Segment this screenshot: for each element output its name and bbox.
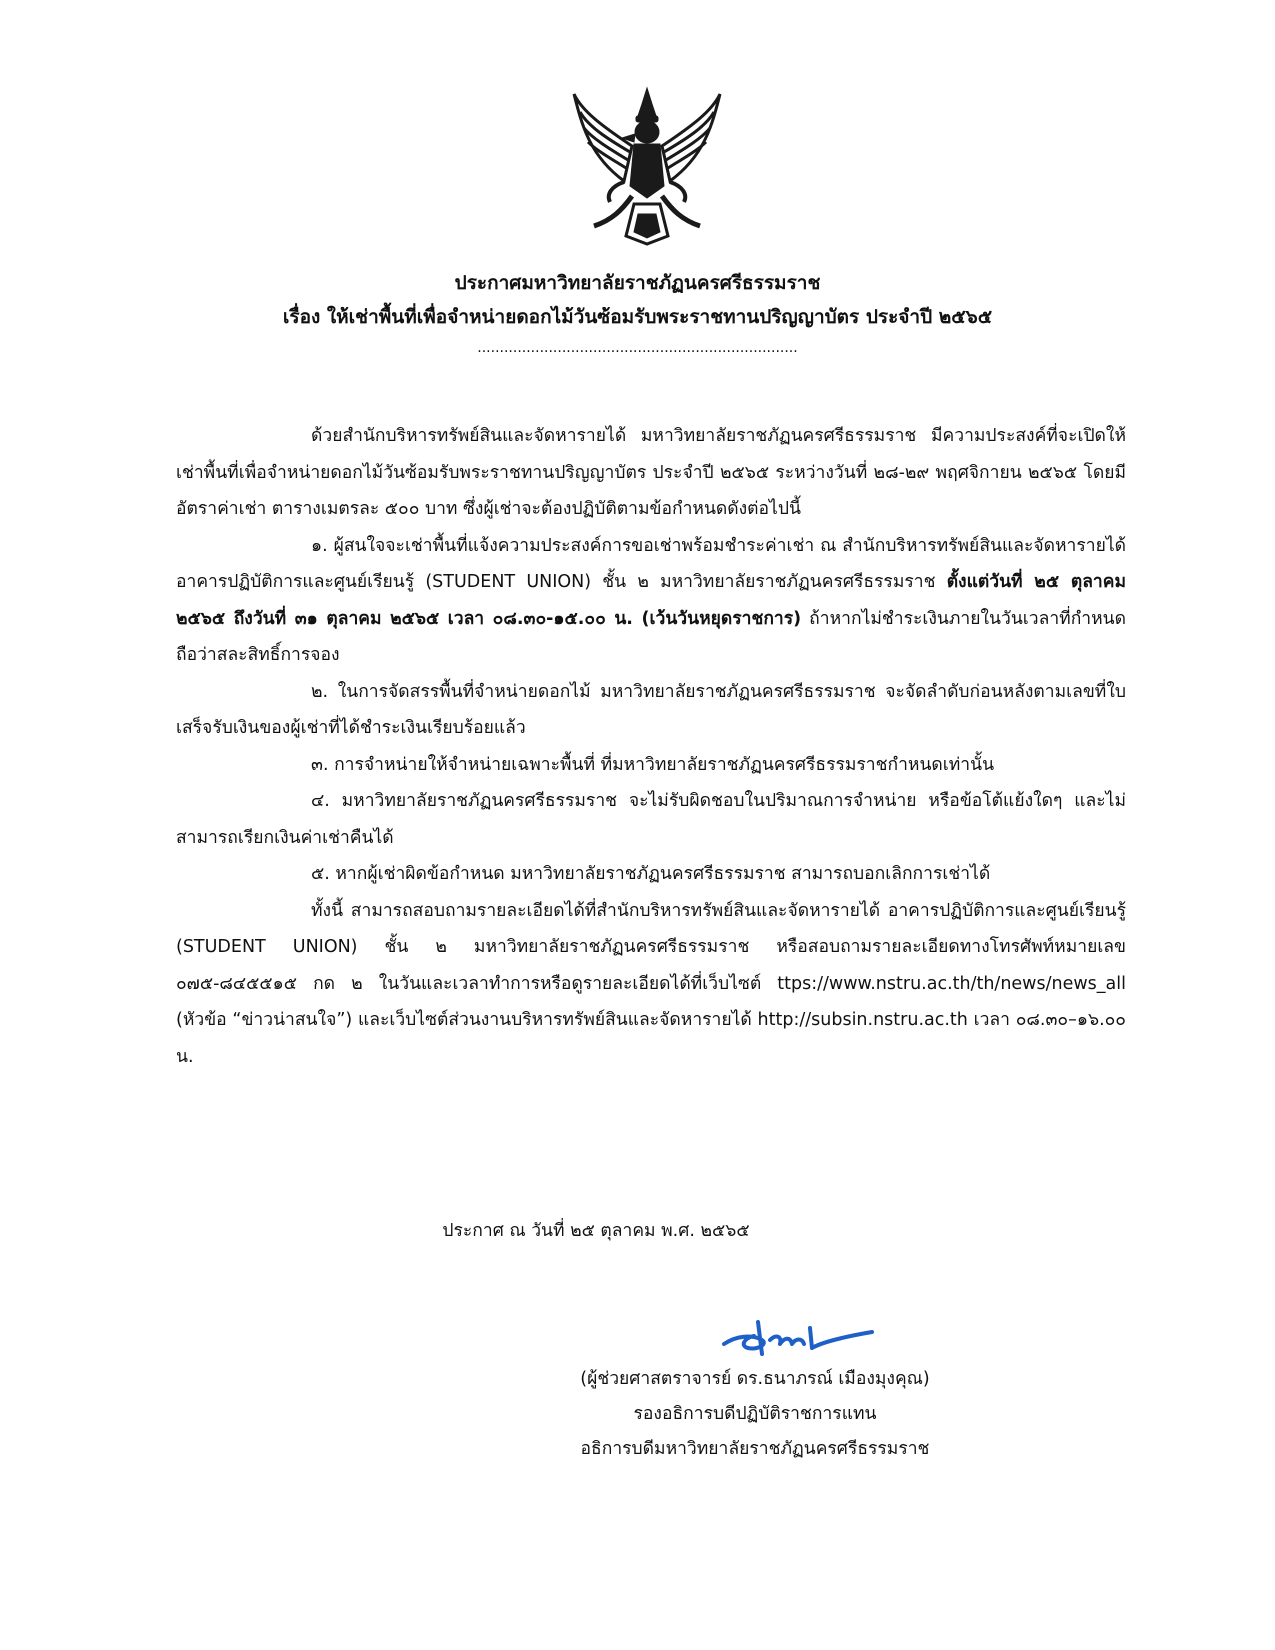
title-separator: ........................................................................ [477, 340, 798, 356]
item-5-paragraph: ๕. หากผู้เช่าผิดข้อกำหนด มหาวิทยาลัยราชภัฏนครศรีธรรมราช สามารถบอกเลิกการเช่าได้ [311, 864, 991, 884]
item-3-paragraph: ๓. การจำหน่ายให้จำหน่ายเฉพาะพื้นที่ ที่มหาวิทยาลัยราชภัฏนครศรีธรรมราชกำหนดเท่านั้น [311, 754, 995, 775]
garuda-emblem-icon [572, 86, 722, 246]
signer-block [540, 1362, 970, 1467]
announcement-date: ประกาศ ณ วันที่ ๒๕ ตุลาคม พ.ศ. ๒๕๖๕ [442, 1221, 750, 1241]
handwritten-signature [718, 1314, 878, 1362]
item-1-text-b: ถ้าหากไม่ชำระเงินภายในวันเวลาที่กำหนดถือว่าสละสิทธิ์การจอง [176, 608, 1126, 665]
announcement-body [176, 418, 1126, 1075]
signer-position-1: รองอธิการบดีปฏิบัติราชการแทน [633, 1404, 877, 1424]
header [150, 268, 1125, 358]
item-1-period-bold: ตั้งแต่วันที่ ๒๕ ตุลาคม ๒๕๖๕ ถึงวันที่ ๓๑ ตุลาคม ๒๕๖๕ เวลา ๐๘.๓๐-๑๕.๐๐ น. (เว้นวันหยุดราชการ) [176, 572, 1126, 629]
item-2-paragraph: ๒. ในการจัดสรรพื้นที่จำหน่ายดอกไม้ มหาวิทยาลัยราชภัฏนครศรีธรรมราช จะจัดลำดับก่อนหลังตามเลขที่ใบเสร็จรับเงินของผู้เช่าที่ได้ชำระเงินเรียบร้อยแล้ว [176, 681, 1126, 738]
item-1-paragraph [176, 528, 1126, 674]
item-4-paragraph: ๔. มหาวิทยาลัยราชภัฏนครศรีธรรมราช จะไม่รับผิดชอบในปริมาณการจำหน่าย หรือข้อโต้แย้งใดๆ และไม่สามารถเรียกเงินค่าเช่าคืนได้ [176, 791, 1126, 848]
signer-name: (ผู้ช่วยศาสตราจารย์ ดร.ธนาภรณ์ เมืองมุงคุณ) [580, 1369, 930, 1389]
signer-position-2: อธิการบดีมหาวิทยาลัยราชภัฏนครศรีธรรมราช [580, 1439, 930, 1459]
contact-paragraph: ทั้งนี้ สามารถสอบถามรายละเอียดได้ที่สำนักบริหารทรัพย์สินและจัดหารายได้ อาคารปฏิบัติการและศูนย์เรียนรู้ (STUDENT UNION) ชั้น ๒ มหาวิทยาลัยราชภัฏนครศรีธรรมราช หรือสอบถามรายละเอียดทางโทรศัพท์หมายเลข ๐๗๕-๘๔๕๕๑๕ กด ๒ ในวันและเวลาทำการหรือดูรายละเอียดได้ที่เว็บไซต์ ttps://www.nstru.ac.th/th/news/news_all (หัวข้อ “ข่าวน่าสนใจ”) และเว็บไซต์ส่วนงานบริหารทรัพย์สินและจัดหารายได้ http://subsin.nstru.ac.th เวลา ๐๘.๓๐–๑๖.๐๐ น. [176, 900, 1126, 1067]
intro-paragraph: ด้วยสำนักบริหารทรัพย์สินและจัดหารายได้ มหาวิทยาลัยราชภัฏนครศรีธรรมราช มีความประสงค์ที่จะเปิดให้เช่าพื้นที่เพื่อจำหน่ายดอกไม้วันซ้อมรับพระราชทานปริญญาบัตร ประจำปี ๒๕๖๕ ระหว่างวันที่ ๒๘-๒๙ พฤศจิกายน ๒๕๖๕ โดยมีอัตราค่าเช่า ตารางเมตรละ ๕๐๐ บาท ซึ่งผู้เช่าจะต้องปฏิบัติตามข้อกำหนดดังต่อไปนี้ [176, 426, 1126, 519]
announcement-title: ประกาศมหาวิทยาลัยราชภัฏนครศรีธรรมราช [454, 272, 821, 294]
item-1-text-a: ๑. ผู้สนใจจะเช่าพื้นที่แจ้งความประสงค์การขอเช่าพร้อมชำระค่าเช่า ณ สำนักบริหารทรัพย์สินและจัดหารายได้ อาคารปฏิบัติการและศูนย์เรียนรู้ (STUDENT UNION) ชั้น ๒ มหาวิทยาลัยราชภัฏนครศรีธรรมราช [176, 535, 1126, 592]
announcement-subject: เรื่อง ให้เช่าพื้นที่เพื่อจำหน่ายดอกไม้วันซ้อมรับพระราชทานปริญญาบัตร ประจำปี ๒๕๖๕ [282, 306, 993, 328]
